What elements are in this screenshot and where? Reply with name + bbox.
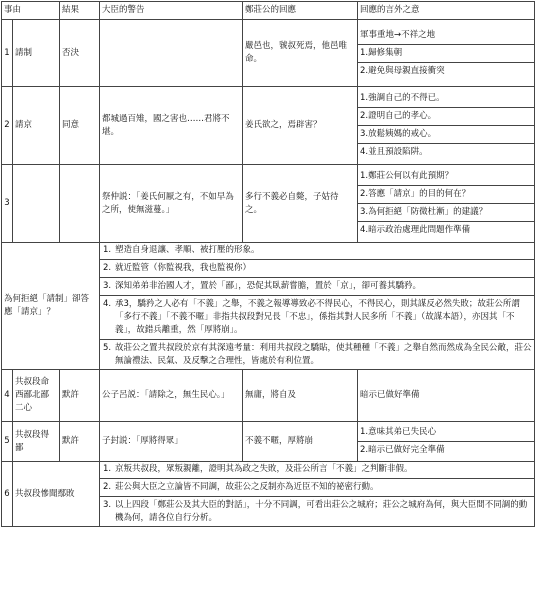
divider <box>358 62 534 63</box>
list-text: 故莊公之置共叔段於京有其深遠考量：利用共叔段之驕貼，使其種種「不義」之舉自然而然成為全民公敵，莊公無論禮法、民氣、及反擊之合理性，皆處於有利位置。 <box>115 343 532 366</box>
list-item <box>102 262 532 275</box>
divider <box>100 478 534 479</box>
meaning-line: 1.歸修集朝 <box>360 47 403 58</box>
row-number: 3 <box>2 165 13 243</box>
meaning-line: 1.鄭莊公何以有此預期？ <box>360 171 454 181</box>
list-number: 4. <box>103 299 112 309</box>
table-row-6 <box>2 462 535 527</box>
header-event: 事由 <box>2 2 60 20</box>
table-row-3 <box>2 165 535 243</box>
divider <box>100 295 534 296</box>
event-text: 共叔段命西鄙北鄙二心 <box>15 377 50 413</box>
warning-cell <box>100 370 243 422</box>
meaning-line: 2.暗示已做好完全準備 <box>360 445 445 455</box>
list-text: 就近監管（你監視我，我也監視你） <box>115 263 252 273</box>
response-text: 多行不義必自斃，子姑待之。 <box>245 191 339 215</box>
warning-text: 公子呂説：「請除之，無生民心。」 <box>102 390 230 400</box>
list-text: 京叛共叔段，眾叛親離，證明其為政之失敗，及莊公所言「不義」之判斷非假。 <box>115 464 413 474</box>
table-row-5 <box>2 422 535 462</box>
event-text: 共叔段得鄙 <box>15 429 50 453</box>
warning-cell: 子封説：「厚將得眾」 <box>100 422 243 462</box>
table-row-1 <box>2 20 535 87</box>
divider <box>358 44 534 45</box>
question-points <box>100 243 535 370</box>
response-cell <box>243 165 358 243</box>
list-text: 承3，驕矜之人必有「不義」之舉，不義之報導導致必不得民心，不得民心，則其謀反必然失敗；故莊公所謂「多行不義」「不義不暱」非指共叔段對兄長「不忠」，係指其對人民多所「不義」（故謀本語），亦因其「不義」，故錯兵離重，然「厚將崩」。 <box>115 299 520 335</box>
divider <box>100 339 534 340</box>
question-label <box>2 243 100 370</box>
divider <box>358 441 534 442</box>
table-row-2 <box>2 87 535 165</box>
event-cell: 請京 <box>13 87 60 165</box>
list-number: 1. <box>103 464 112 474</box>
list-item <box>102 298 532 337</box>
list-item <box>102 499 532 525</box>
result-cell: 默許 <box>60 370 100 422</box>
warning-text: 都城過百雉，國之害也……君將不堪。 <box>102 113 230 137</box>
list-number: 1. <box>103 245 112 255</box>
list-item <box>102 463 532 476</box>
meaning-cell <box>358 165 535 243</box>
warning-text: 祭仲説：「姜氏何厭之有，不如早為之所，使無滋蔓。」 <box>102 191 234 215</box>
response-cell: 不義不暱，厚將崩 <box>243 422 358 462</box>
result-cell: 同意 <box>60 87 100 165</box>
list-text: 深知弟弟非治國人才，置於「鄙」，恐促其臥薪嘗膽，置於「京」，卻可養其驕矜。 <box>115 281 422 291</box>
divider <box>358 143 534 144</box>
question-row <box>2 243 535 370</box>
meaning-line: 3.放鬆姨媽的戒心。 <box>360 129 437 139</box>
meaning-cell <box>358 87 535 165</box>
table-row-4 <box>2 370 535 422</box>
divider <box>358 221 534 222</box>
row-number: 5 <box>2 422 13 462</box>
row-number: 6 <box>2 462 13 527</box>
event-cell: 請制 <box>13 20 60 87</box>
event-cell: 共叔段慘聞鄢敗 <box>13 462 100 527</box>
row-number: 4 <box>2 370 13 422</box>
list-item <box>102 342 532 368</box>
meaning-cell <box>358 422 535 462</box>
divider <box>358 107 534 108</box>
list-item <box>102 244 532 257</box>
header-row <box>2 2 535 20</box>
divider <box>100 259 534 260</box>
row-number: 2 <box>2 87 13 165</box>
result-cell <box>60 165 100 243</box>
meaning-line: 軍事重地→不祥之地 <box>360 29 436 40</box>
list-number: 2. <box>103 482 112 492</box>
list-number: 3. <box>103 500 112 510</box>
meaning-line: 2.證明自己的孝心。 <box>360 111 437 121</box>
header-meaning: 回應的言外之意 <box>358 2 535 20</box>
warning-cell <box>100 165 243 243</box>
warning-cell <box>100 20 243 87</box>
result-cell: 否決 <box>60 20 100 87</box>
meaning-line: 2.避免與母親直接衝突 <box>360 65 445 76</box>
divider <box>100 496 534 497</box>
response-cell: 無庸，將自及 <box>243 370 358 422</box>
header-warning: 大臣的警告 <box>100 2 243 20</box>
question-text: 為何拒絕「請制」卻答應「請京」？ <box>4 294 90 317</box>
header-response: 鄭莊公的回應 <box>243 2 358 20</box>
meaning-line: 3.為何拒絕「防微杜漸」的建議？ <box>360 207 488 217</box>
row-number: 1 <box>2 20 13 87</box>
list-number: 3. <box>103 281 112 291</box>
divider <box>100 277 534 278</box>
event-cell <box>13 165 60 243</box>
result-cell: 默許 <box>60 422 100 462</box>
meaning-line: 1.意味其弟已失民心 <box>360 427 437 437</box>
meaning-cell <box>358 20 535 87</box>
meaning-line: 1.強調自己的不得已。 <box>360 93 445 103</box>
list-text: 以上四段「鄭莊公及其大臣的對話」，十分不同調，可看出莊公之城府；莊公之城府為何，與大臣間不同調的動機為何，請各位自行分析。 <box>115 500 528 523</box>
response-text: 嚴邑也，虢叔死焉，他邑唯命。 <box>245 41 348 64</box>
list-text: 塑造自身退讓、孝順、被打壓的形象。 <box>115 245 260 255</box>
list-number: 2. <box>103 263 112 273</box>
list-item <box>102 481 532 494</box>
summary-points <box>100 462 535 527</box>
divider <box>358 203 534 204</box>
meaning-cell: 暗示已做好準備 <box>358 370 535 422</box>
divider <box>358 125 534 126</box>
list-text: 莊公與大臣之立論皆不同調，故莊公之反制亦為近臣不知的祕密行動。 <box>115 482 379 492</box>
meaning-line: 4.並且預設陷阱。 <box>360 147 428 157</box>
event-cell <box>13 422 60 462</box>
divider <box>358 185 534 186</box>
meaning-line: 4.暗示政治處理此問題作準備 <box>360 225 471 235</box>
header-result: 結果 <box>60 2 100 20</box>
analysis-table <box>1 1 535 527</box>
response-cell: 姜氏欲之，焉辟害？ <box>243 87 358 165</box>
list-number: 5. <box>103 343 112 353</box>
event-cell <box>13 370 60 422</box>
meaning-line: 2.答應「請京」的目的何在？ <box>360 189 471 199</box>
list-item <box>102 280 532 293</box>
response-cell <box>243 20 358 87</box>
warning-cell <box>100 87 243 165</box>
